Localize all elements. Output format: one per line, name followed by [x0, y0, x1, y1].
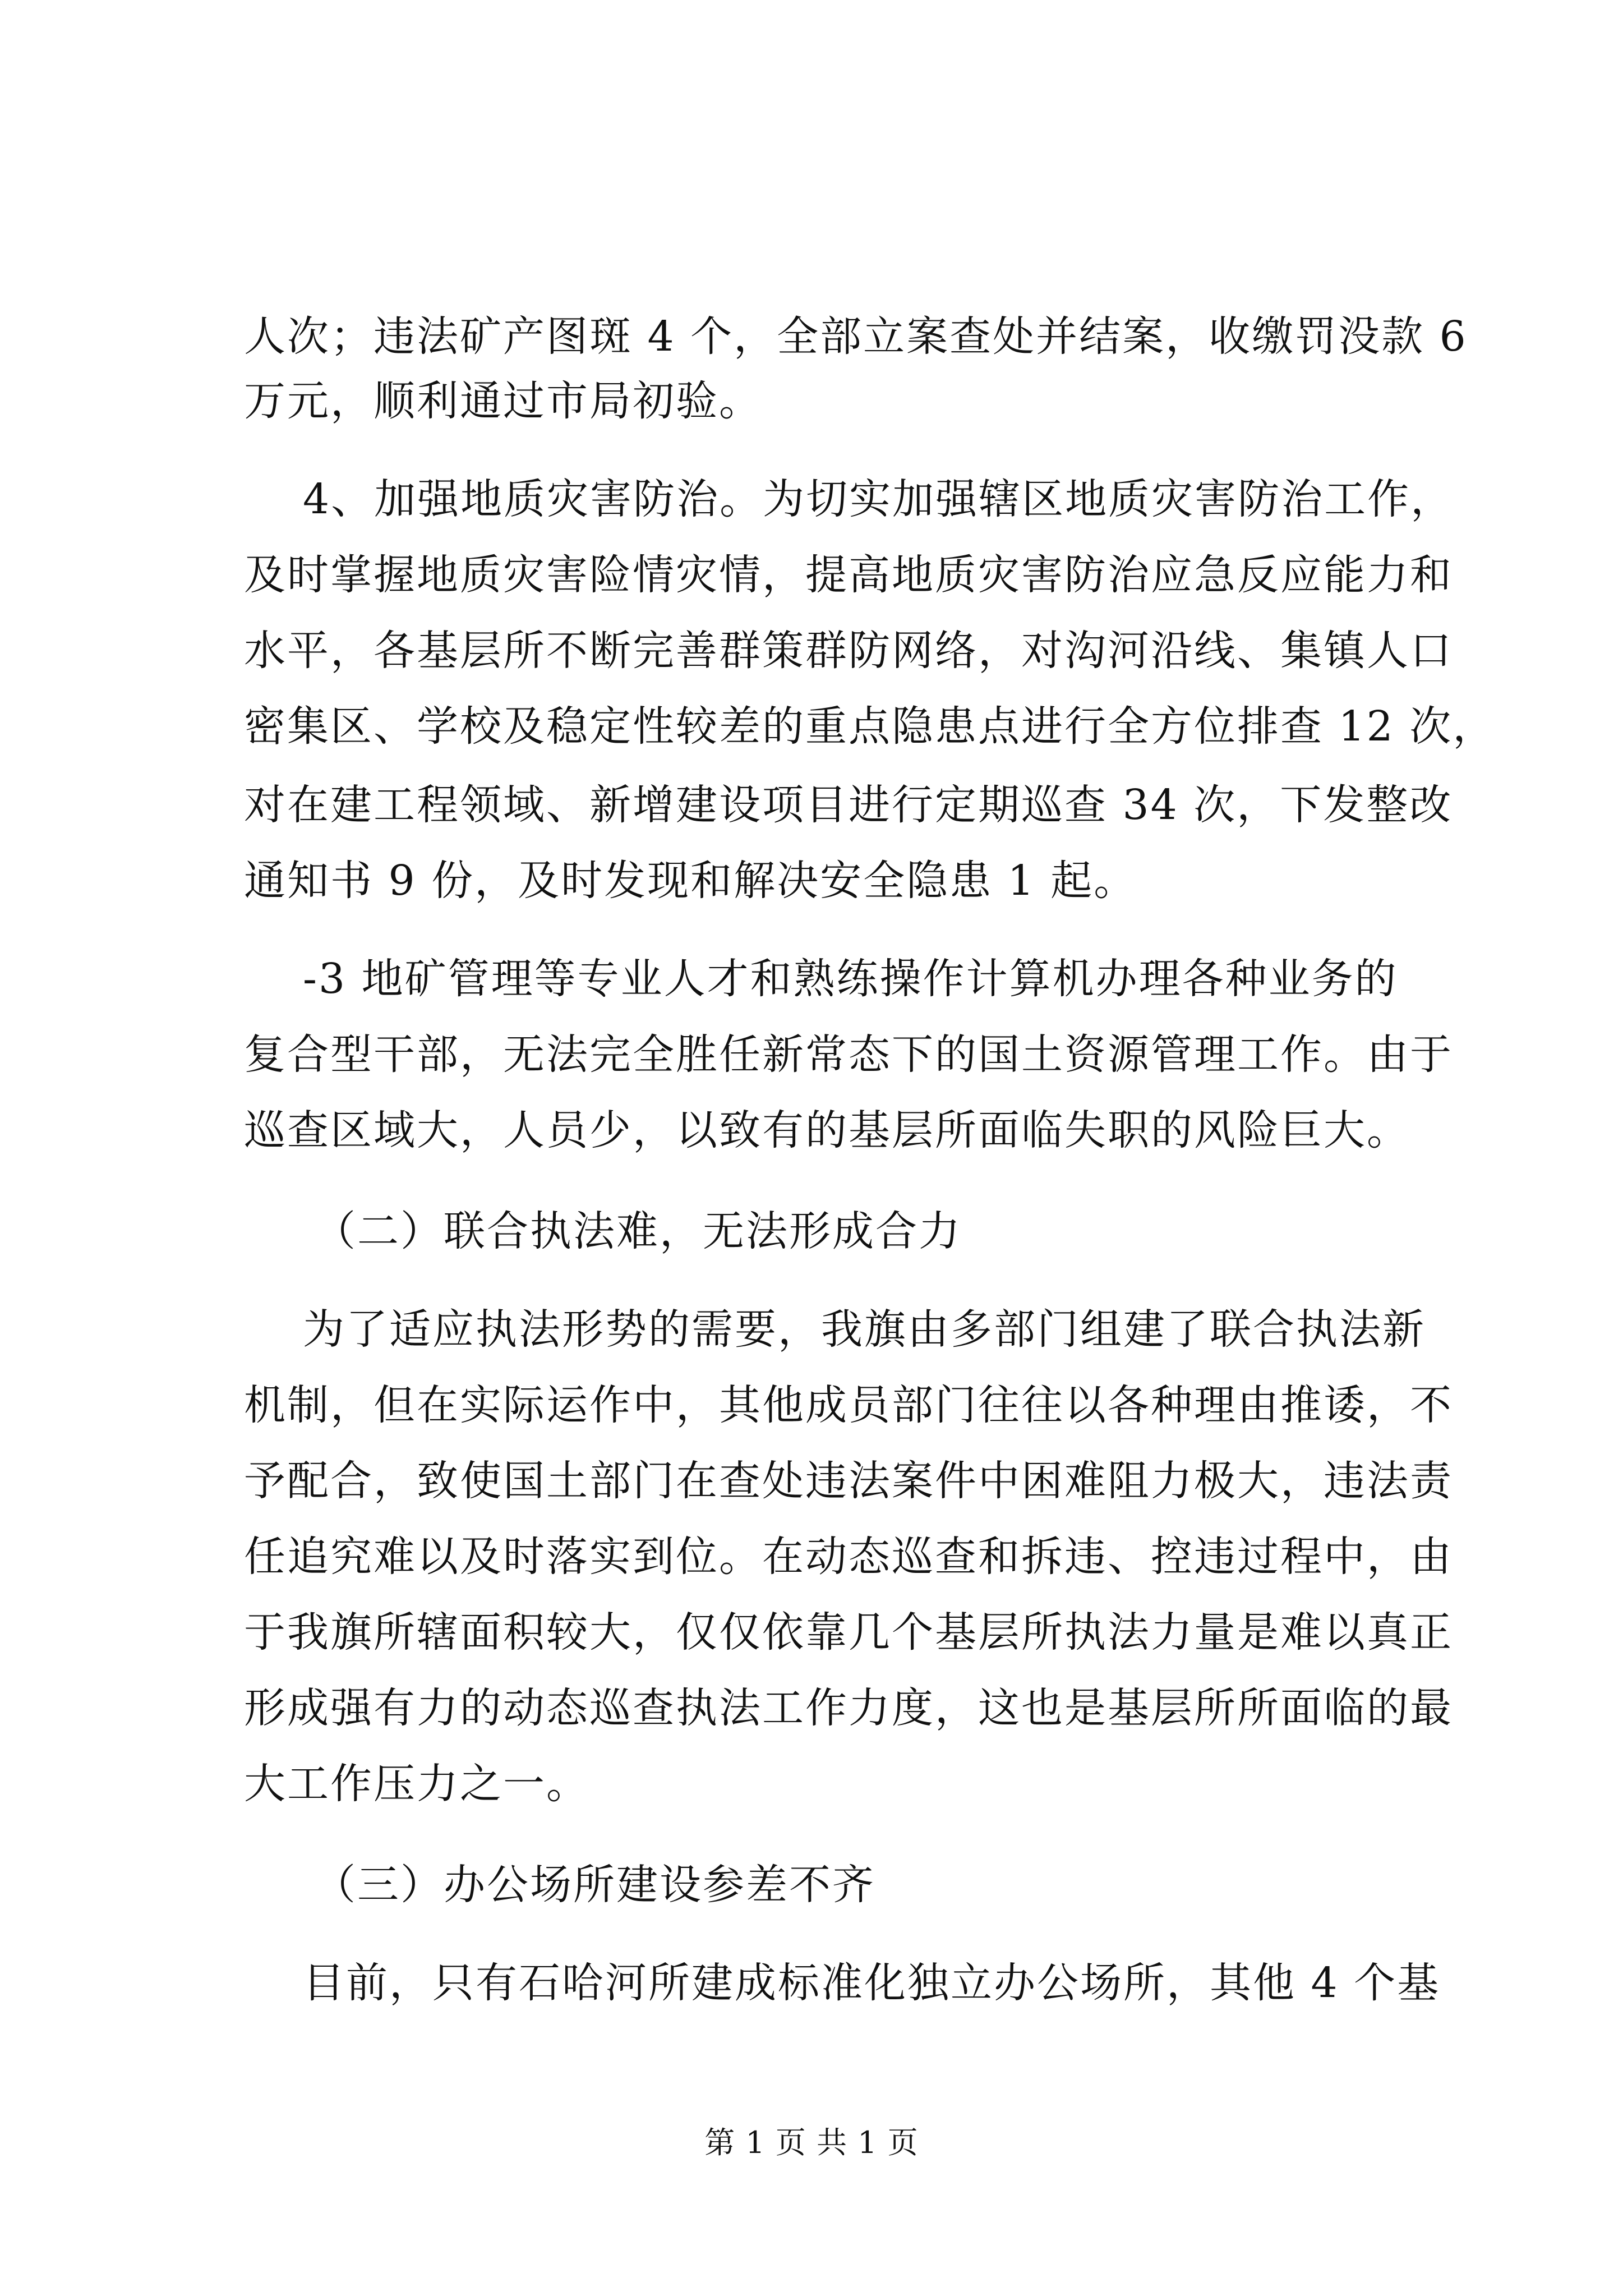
- text-line: -3 地矿管理等专业人才和熟练操作计算机办理各种业务的: [303, 955, 1398, 1003]
- text-line: 对在建工程领域、新增建设项目进行定期巡查 34 次，下发整改: [244, 781, 1453, 829]
- text-line: 通知书 9 份，及时发现和解决安全隐患 1 起。: [244, 857, 1137, 905]
- text-line: 及时掌握地质灾害险情灾情，提高地质灾害防治应急反应能力和: [244, 551, 1453, 599]
- text-line: 密集区、学校及稳定性较差的重点隐患点进行全方位排查 12 次，: [244, 702, 1496, 751]
- text-line: 形成强有力的动态巡查执法工作力度，这也是基层所所面临的最: [244, 1684, 1453, 1732]
- text-line: 于我旗所辖面积较大，仅仅依靠几个基层所执法力量是难以真正: [244, 1608, 1453, 1657]
- text-line: 巡查区域大，人员少，以致有的基层所面临失职的风险巨大。: [244, 1106, 1410, 1154]
- text-line: 人次；违法矿产图斑 4 个，全部立案查处并结案，收缴罚没款 6: [244, 312, 1468, 361]
- text-line: 4、加强地质灾害防治。为切实加强辖区地质灾害防治工作，: [303, 475, 1454, 523]
- text-line: 大工作压力之一。: [244, 1760, 589, 1808]
- page-number-footer: 第 1 页 共 1 页: [704, 2125, 919, 2160]
- text-line: 予配合，致使国土部门在查处违法案件中困难阻力极大，违法责: [244, 1457, 1453, 1505]
- text-line: 机制，但在实际运作中，其他成员部门往往以各种理由推诿，不: [244, 1381, 1453, 1429]
- text-line: 水平，各基层所不断完善群策群防网络，对沟河沿线、集镇人口: [244, 627, 1453, 675]
- text-line: 万元，顺利通过市局初验。: [244, 377, 762, 425]
- text-line: 任追究难以及时落实到位。在动态巡查和拆违、控违过程中，由: [244, 1533, 1453, 1581]
- section-heading: （二）联合执法难，无法形成合力: [314, 1207, 962, 1255]
- section-heading: （三）办公场所建设参差不齐: [314, 1861, 875, 1909]
- text-line: 复合型干部，无法完全胜任新常态下的国土资源管理工作。由于: [244, 1030, 1453, 1079]
- text-line: 目前，只有石哈河所建成标准化独立办公场所，其他 4 个基: [303, 1959, 1441, 2007]
- text-line: 为了适应执法形势的需要，我旗由多部门组建了联合执法新: [303, 1305, 1426, 1354]
